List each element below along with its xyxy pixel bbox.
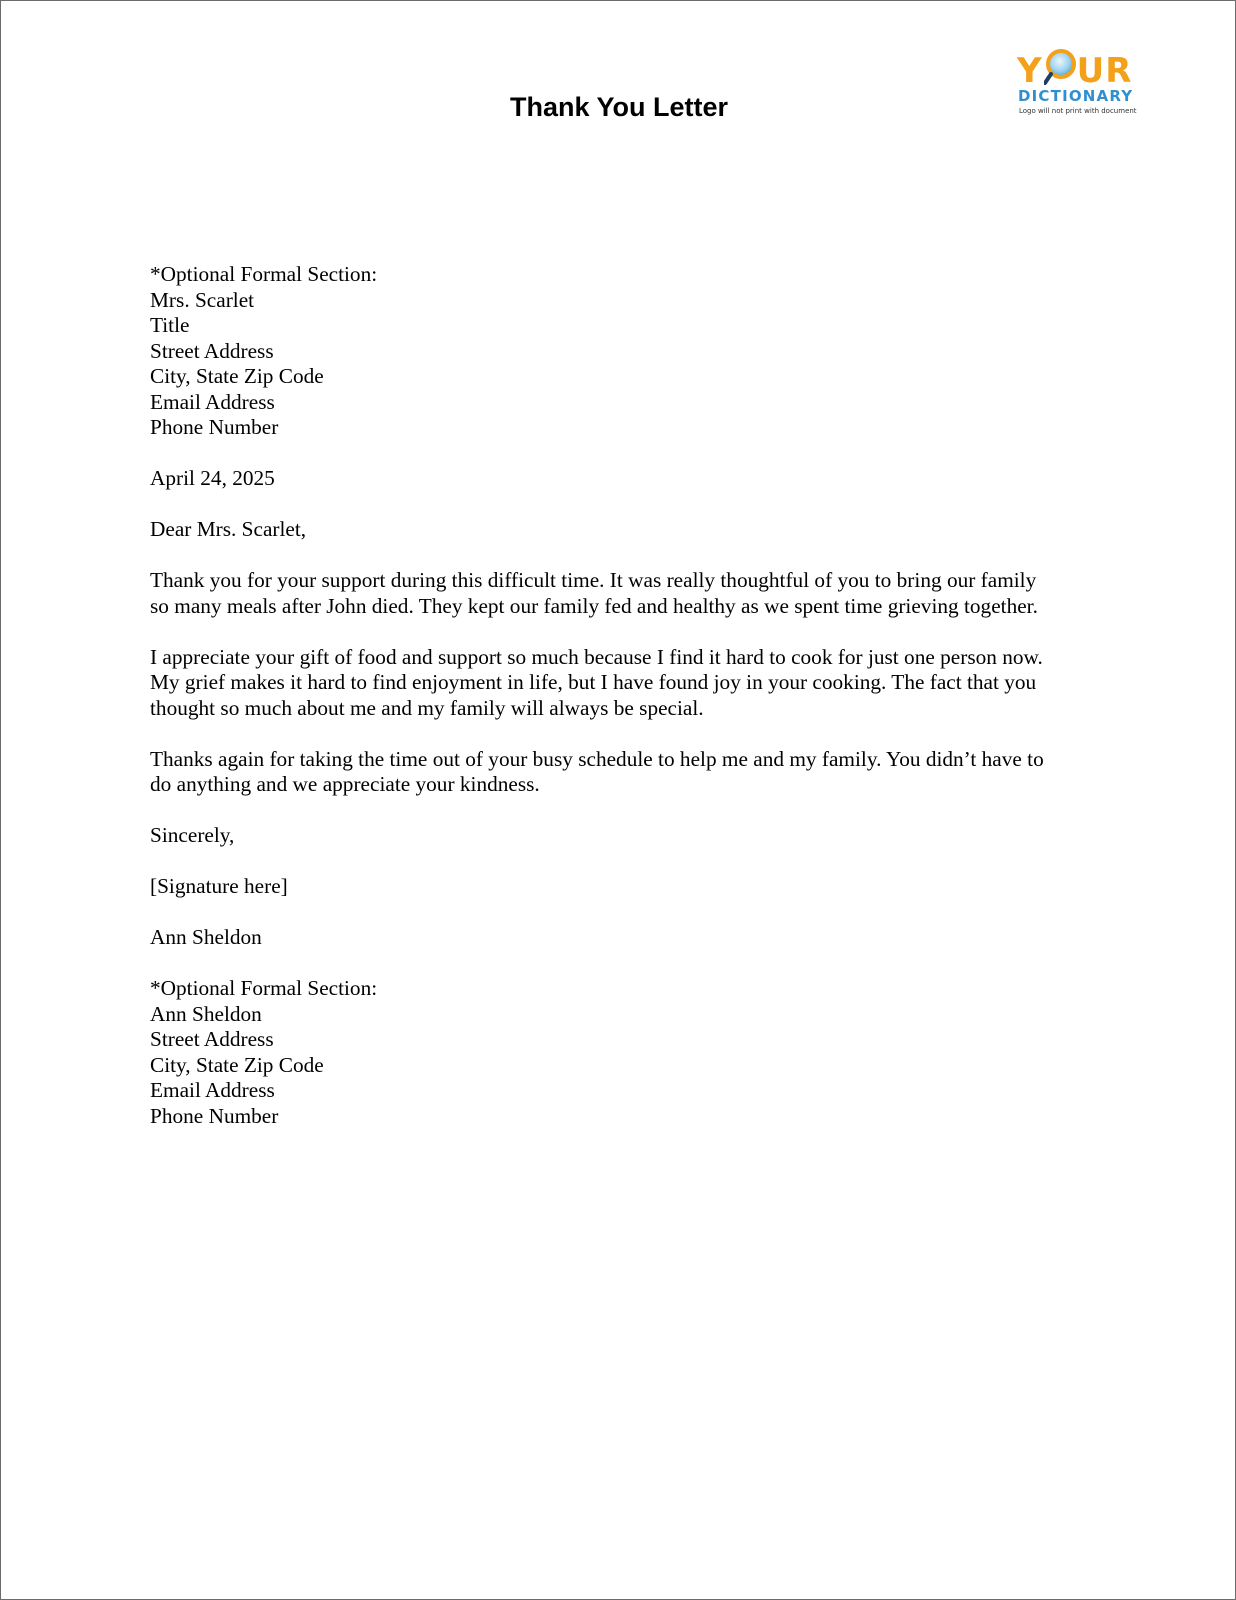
sender-address-block [150,976,1110,1129]
sender-street: Street Address [150,1027,274,1051]
sender-name: Ann Sheldon [150,925,262,949]
signature-placeholder: [Signature here] [150,874,288,898]
letter-date: April 24, 2025 [150,466,275,490]
sender-block-name: Ann Sheldon [150,1001,262,1026]
paragraph-line: so many meals after John died. They kept our family fed and healthy as we spent time grieving together. [150,593,1038,618]
letter-closing: Sincerely, [150,823,235,847]
paragraph-line: thought so much about me and my family will always be special. [150,695,704,720]
recipient-city: City, State Zip Code [150,364,324,388]
letter-body [150,262,1110,1155]
recipient-email: Email Address [150,389,275,414]
body-paragraph [150,568,1110,619]
paragraph-line: Thanks again for taking the time out of your busy schedule to help me and my family. You didn’t have to [150,746,1044,771]
document-title: Thank You Letter [509,92,729,122]
sender-city: City, State Zip Code [150,1052,324,1077]
logo-wordmark-bottom: DICTIONARY [1018,87,1134,105]
your-dictionary-logo [1017,49,1143,121]
magnifier-icon [1044,49,1076,81]
recipient-optional-label: *Optional Formal Section: [150,262,378,286]
sender-phone: Phone Number [150,1103,279,1128]
recipient-name: Mrs. Scarlet [150,287,255,312]
paragraph-line: My grief makes it hard to find enjoyment in life, but I have found joy in your cooking. The fact that you [150,670,1037,694]
paragraph-line: Thank you for your support during this difficult time. It was really thoughtful of you to bring our family [150,568,1037,592]
body-paragraph [150,645,1110,722]
logo-print-note: Logo will not print with document [1019,107,1137,115]
recipient-address-block [150,262,1110,441]
sender-email: Email Address [150,1078,275,1102]
logo-wordmark-top: Y UR [1017,51,1133,91]
paragraph-line: do anything and we appreciate your kindness. [150,772,540,796]
sender-optional-label: *Optional Formal Section: [150,976,378,1000]
body-paragraph [150,747,1110,798]
recipient-phone: Phone Number [150,415,279,439]
letter-salutation: Dear Mrs. Scarlet, [150,517,307,541]
recipient-street: Street Address [150,338,274,363]
recipient-title: Title [150,313,190,337]
paragraph-line: I appreciate your gift of food and support so much because I find it hard to cook for just one person now. [150,644,1043,669]
